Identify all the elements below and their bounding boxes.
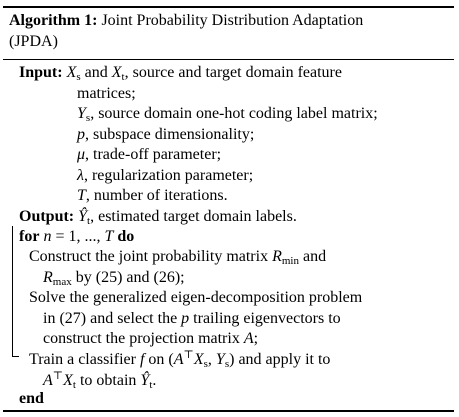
bottom-rule: [3, 410, 454, 412]
input-line-1: [19, 63, 453, 84]
for-keyword: for: [19, 228, 40, 245]
input-line-2: matrices;: [77, 84, 136, 102]
for-range: n = 1, ..., T: [43, 228, 114, 245]
step-construct-line-1: Construct the joint probability matrix $R_{min}$ and: [29, 248, 327, 267]
algorithm-label: Algorithm 1:: [9, 12, 98, 29]
step-train: [29, 350, 330, 391]
output-text: $Ŷ_t$, estimated target domain labels.: [78, 207, 297, 227]
algorithm-title-line1: Joint Probability Distribution Adaptation: [101, 12, 364, 29]
input-text-1: $X_s$ and $X_t$, source and target domain feature: [66, 64, 342, 83]
input-keyword: Input:: [19, 64, 63, 81]
caption-rule: [3, 59, 454, 60]
for-line: [19, 227, 453, 248]
output-keyword: Output:: [19, 207, 75, 225]
step-solve-line-3: construct the projection matrix A;: [43, 330, 259, 347]
end-keyword: end: [19, 390, 44, 407]
step-train-line-1: Train a classifier f on ($A^⊤X_s$, $Y_s$) and apply it to: [29, 349, 331, 370]
step-construct-line-2: $R_{max}$ by (25) and (26);: [43, 268, 185, 288]
step-construct: [29, 247, 326, 288]
output-line: [19, 207, 453, 228]
input-line-7: T, number of iterations.: [77, 187, 228, 204]
step-solve: [29, 288, 362, 350]
input-line-3: $Y_s$, source domain one-hot coding label matrix;: [77, 105, 378, 124]
step-train-line-2: $A^⊤X_t$ to obtain $Ŷ_t$.: [43, 369, 157, 391]
loop-bar: [12, 226, 13, 356]
algorithm-body: [19, 63, 453, 248]
algorithm-title-line2: (JPDA): [9, 33, 58, 50]
algorithm-box: [3, 6, 454, 412]
input-line-6: λ, regularization parameter;: [77, 166, 254, 184]
step-solve-line-1: Solve the generalized eigen-decomposition problem: [29, 289, 363, 306]
loop-tick: [12, 356, 19, 357]
input-line-4: p, subspace dimensionality;: [77, 125, 255, 143]
input-line-5: μ, trade-off parameter;: [77, 146, 222, 163]
algorithm-caption: [9, 10, 449, 52]
step-solve-line-2: in (27) and select the p trailing eigenvectors to: [43, 309, 341, 327]
do-keyword: do: [117, 228, 135, 245]
top-rule: [3, 6, 454, 8]
